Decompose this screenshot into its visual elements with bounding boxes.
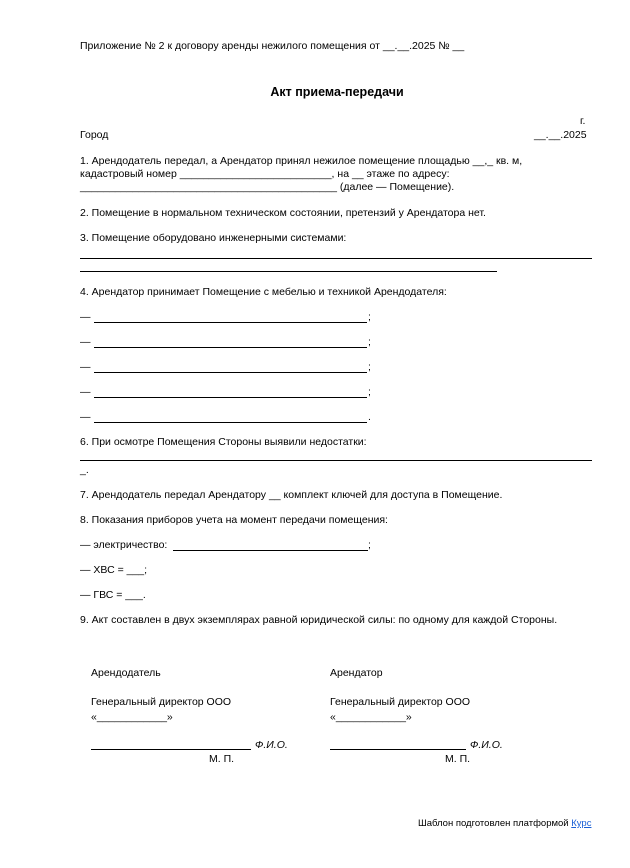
document-header: Приложение № 2 к договору аренды нежилого помещения от __.__.2025 № __ (80, 40, 465, 52)
landlord-signature-line (91, 749, 251, 750)
clause-2: 2. Помещение в нормальном техническом состоянии, претензий у Арендатора нет. (80, 207, 486, 219)
furniture-item-blank (94, 347, 367, 348)
tenant-stamp: М. П. (445, 753, 471, 765)
footer (418, 817, 591, 830)
landlord-role: Арендодатель (91, 667, 161, 679)
document-title: Акт приема-передачи (270, 85, 404, 99)
meter-gvs: — ГВС = ___. (80, 589, 146, 601)
landlord-position: Генеральный директор ООО (91, 696, 232, 708)
meter-electric-end: ; (368, 539, 371, 551)
furniture-item-blank (94, 322, 367, 323)
furniture-item-dash: — (80, 411, 91, 423)
tenant-fio: Ф.И.О. (470, 739, 503, 751)
city-g: г. (580, 115, 586, 127)
landlord-stamp: М. П. (209, 753, 235, 765)
furniture-item-blank (94, 372, 367, 373)
furniture-item-end: ; (368, 361, 371, 373)
furniture-item-end: ; (368, 336, 371, 348)
meter-electric-label: — электричество: (80, 539, 168, 551)
clause-6: 6. При осмотре Помещения Стороны выявили недостатки: (80, 436, 367, 448)
clause-3-blank-line-2 (80, 271, 497, 272)
clause-6-end: _. (80, 464, 89, 476)
clause-3-blank-line-1 (80, 258, 592, 259)
clause-4: 4. Арендатор принимает Помещение с мебелью и техникой Арендодателя: (80, 286, 447, 298)
furniture-item-end: ; (368, 386, 371, 398)
clause-8: 8. Показания приборов учета на момент передачи помещения: (80, 514, 388, 526)
clause-1-line-1: 1. Арендодатель передал, а Арендатор принял нежилое помещение площадью __,_ кв. м, (80, 155, 523, 167)
clause-1-line-3: ____________________________________________ (далее — Помещение). (80, 181, 455, 193)
footer-link[interactable]: Курс (571, 818, 592, 829)
furniture-item-end: ; (368, 311, 371, 323)
furniture-item-dash: — (80, 386, 91, 398)
clause-3: 3. Помещение оборудовано инженерными системами: (80, 232, 347, 244)
clause-6-blank-line (80, 460, 592, 461)
furniture-item-blank (94, 422, 367, 423)
meter-hvs: — ХВС = ___; (80, 564, 148, 576)
landlord-fio: Ф.И.О. (255, 739, 288, 751)
tenant-company: «____________» (330, 711, 412, 723)
city-date: __.__.2025 (534, 129, 587, 141)
furniture-item-blank (94, 397, 367, 398)
meter-electric-blank (173, 550, 368, 551)
tenant-role: Арендатор (330, 667, 383, 679)
clause-9: 9. Акт составлен в двух экземплярах равной юридической силы: по одному для каждой Стороны. (80, 614, 558, 626)
furniture-item-dash: — (80, 311, 91, 323)
footer-text: Шаблон подготовлен платформой (418, 818, 569, 829)
furniture-item-dash: — (80, 336, 91, 348)
clause-7: 7. Арендодатель передал Арендатору __ комплект ключей для доступа в Помещение. (80, 489, 503, 501)
city-label: Город (80, 129, 109, 141)
landlord-company: «____________» (91, 711, 173, 723)
clause-1-line-2: кадастровый номер __________________________, на __ этаже по адресу: (80, 168, 450, 180)
furniture-item-end: . (368, 411, 371, 423)
tenant-position: Генеральный директор ООО (330, 696, 471, 708)
furniture-item-dash: — (80, 361, 91, 373)
tenant-signature-line (330, 749, 466, 750)
